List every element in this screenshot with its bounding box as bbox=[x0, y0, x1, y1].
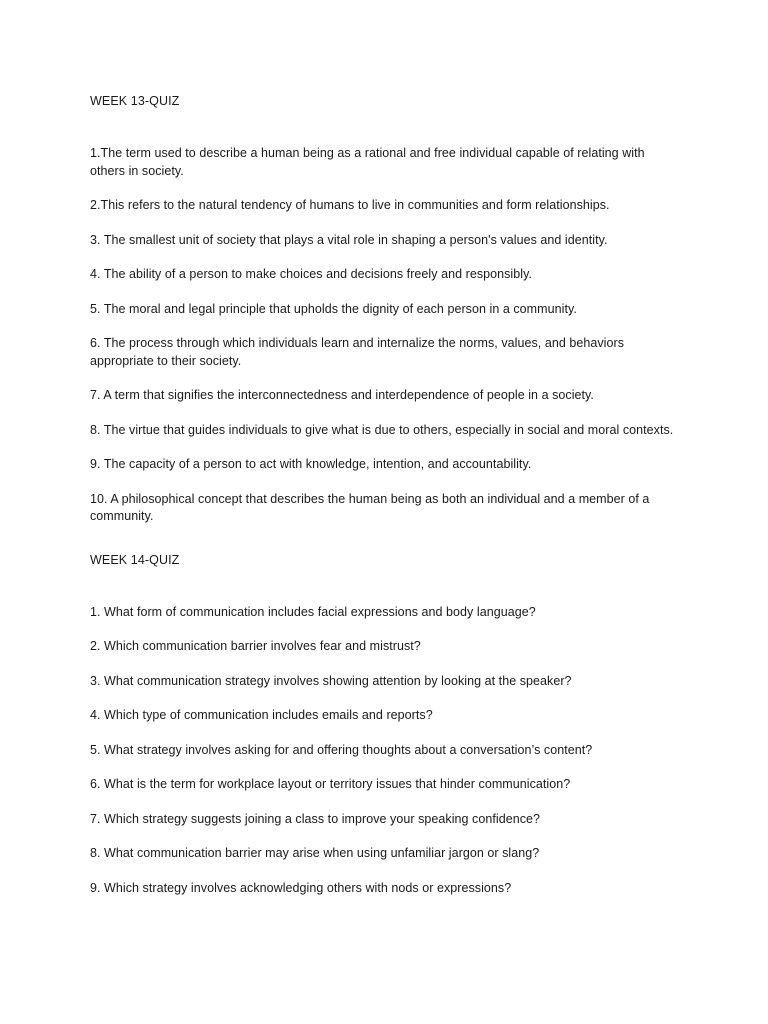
question-item: 6. The process through which individuals learn and internalize the norms, values, and behaviors appropriate to their society. bbox=[90, 336, 624, 368]
question-item: 7. Which strategy suggests joining a class to improve your speaking confidence? bbox=[90, 811, 541, 826]
question-item: 5. What strategy involves asking for and offering thoughts about a conversation’s content? bbox=[90, 742, 593, 757]
question-item: 8. What communication barrier may arise when using unfamiliar jargon or slang? bbox=[90, 846, 540, 860]
question-item: 10. A philosophical concept that describes the human being as both an individual and a member of a community. bbox=[90, 491, 650, 523]
question-item: 4. The ability of a person to make choices and decisions freely and responsibly. bbox=[90, 267, 532, 281]
question-item: 4. Which type of communication includes emails and reports? bbox=[90, 708, 433, 722]
document-page bbox=[90, 93, 680, 914]
question-item: 1.The term used to describe a human being as a rational and free individual capable of relating with others in society. bbox=[90, 146, 645, 178]
question-item: 8. The virtue that guides individuals to give what is due to others, especially in social and moral contexts. bbox=[90, 422, 674, 437]
week-13-question-list bbox=[90, 145, 680, 526]
question-item: 1. What form of communication includes facial expressions and body language? bbox=[90, 604, 536, 619]
week-14-question-list bbox=[90, 604, 680, 898]
question-item: 2. Which communication barrier involves fear and mistrust? bbox=[90, 639, 421, 653]
question-item: 2.This refers to the natural tendency of humans to live in communities and form relationships. bbox=[90, 198, 610, 212]
question-item: 3. What communication strategy involves showing attention by looking at the speaker? bbox=[90, 673, 572, 688]
question-item: 3. The smallest unit of society that plays a vital role in shaping a person's values and identity. bbox=[90, 232, 608, 247]
question-item: 6. What is the term for workplace layout or territory issues that hinder communication? bbox=[90, 777, 571, 791]
week-13-quiz-heading: WEEK 13-QUIZ bbox=[90, 94, 180, 108]
week-14-quiz-heading: WEEK 14-QUIZ bbox=[90, 552, 180, 567]
question-item: 7. A term that signifies the interconnectedness and interdependence of people in a society. bbox=[90, 388, 594, 402]
question-item: 9. The capacity of a person to act with knowledge, intention, and accountability. bbox=[90, 457, 532, 471]
question-item: 9. Which strategy involves acknowledging others with nods or expressions? bbox=[90, 880, 512, 895]
question-item: 5. The moral and legal principle that upholds the dignity of each person in a community. bbox=[90, 301, 577, 316]
